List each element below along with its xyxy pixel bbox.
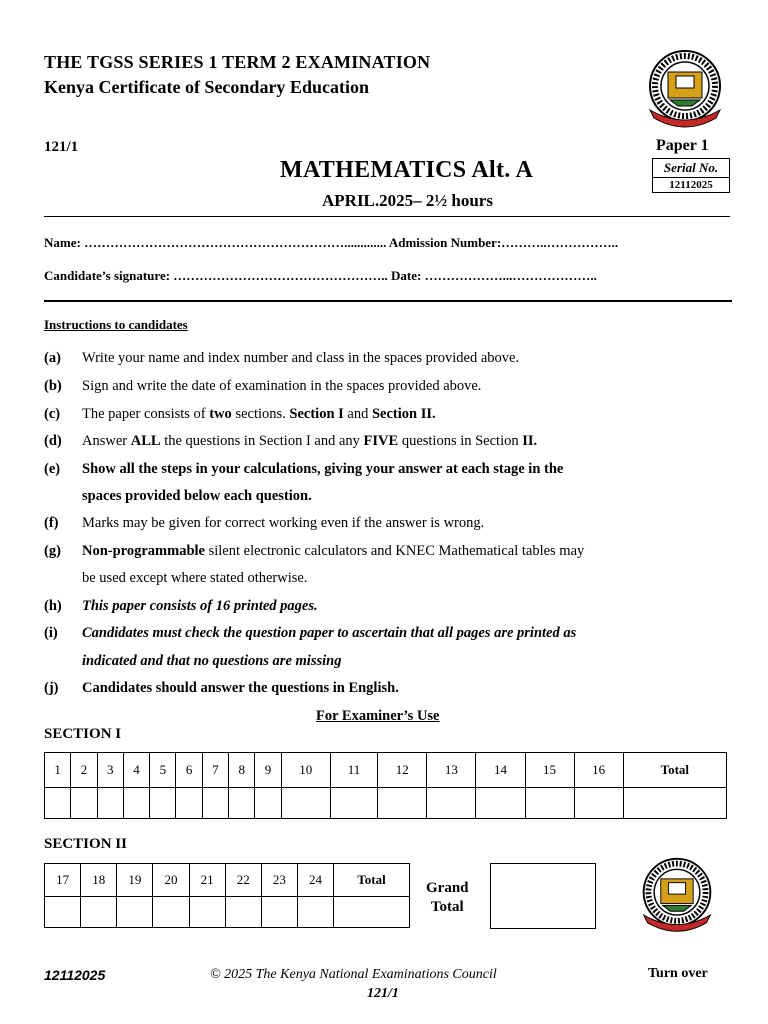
section-2-header-cell: 21 [189, 864, 225, 897]
instruction-text: Show all the steps in your calculations, giving your answer at each stage in the [82, 461, 564, 477]
instruction-key: (b) [44, 378, 62, 394]
section-1-header-cell: 10 [281, 753, 330, 788]
section-2-header-cell: 23 [261, 864, 297, 897]
exam-date-duration: APRIL.2025– 2½ hours [322, 191, 493, 210]
section-1-header-cell: 9 [255, 753, 281, 788]
instruction-h [44, 598, 318, 615]
instruction-bold: FIVE [363, 433, 399, 449]
examiner-use-heading: For Examiner’s Use [316, 708, 440, 724]
instruction-bold: two [209, 406, 232, 422]
instruction-key: (a) [44, 350, 61, 366]
instruction-g-cont: be used except where stated otherwise. [82, 570, 308, 586]
instruction-bold: Section II. [371, 406, 436, 422]
section-1-header-cell: 16 [574, 753, 623, 788]
instruction-bold: Section I [289, 406, 344, 422]
section-2-mark-cell[interactable] [189, 897, 225, 928]
instructions-heading: Instructions to candidates [44, 317, 188, 332]
section-1-mark-cell[interactable] [45, 788, 71, 819]
instruction-e [44, 461, 563, 478]
section-2-mark-cell[interactable] [153, 897, 189, 928]
instruction-bold: II. [522, 433, 538, 449]
knec-logo-top [640, 48, 730, 132]
name-admission-line: Name: ……………………………………………………............. Admission Number:………..…………….. [44, 235, 619, 250]
instruction-d [44, 433, 537, 450]
section-1-header-cell: 11 [330, 753, 377, 788]
instruction-bold: ALL [130, 433, 161, 449]
instruction-key: (c) [44, 406, 61, 422]
section-2-label: SECTION II [44, 836, 127, 852]
grand-total-line2: Total [430, 899, 464, 915]
instruction-b [44, 378, 481, 395]
instruction-text: questions in Section [398, 433, 523, 449]
instruction-text: the questions in Section I and any [160, 433, 364, 449]
certificate-title: Kenya Certificate of Secondary Education [44, 77, 369, 97]
instruction-key: (f) [44, 515, 59, 531]
section-1-header-cell: 3 [97, 753, 123, 788]
exam-series-title: THE TGSS SERIES 1 TERM 2 EXAMINATION [44, 52, 431, 72]
section-1-mark-cell[interactable] [71, 788, 97, 819]
instruction-i [44, 625, 576, 642]
instruction-bold: Non-programmable [82, 543, 205, 559]
section-1-header-cell: 14 [476, 753, 525, 788]
serial-label: Serial No. [653, 159, 729, 178]
section-2-header-cell: 17 [45, 864, 81, 897]
section-2-header-cell: Total [334, 864, 410, 897]
section-1-mark-cell[interactable] [330, 788, 377, 819]
section-1-mark-cell[interactable] [281, 788, 330, 819]
grand-total-box[interactable] [490, 863, 596, 929]
section-2-mark-cell[interactable] [261, 897, 297, 928]
paper-code: 121/1 [44, 139, 79, 155]
section-1-mark-cell[interactable] [623, 788, 726, 819]
instruction-j [44, 680, 399, 697]
section-1-mark-cell[interactable] [176, 788, 202, 819]
section-2-mark-cell[interactable] [45, 897, 81, 928]
section-2-header-cell: 24 [297, 864, 333, 897]
instruction-key: (h) [44, 598, 62, 614]
instruction-f [44, 515, 484, 532]
instruction-i-cont: indicated and that no questions are missing [82, 653, 342, 669]
section-1-mark-cell[interactable] [123, 788, 149, 819]
instruction-key: (i) [44, 625, 58, 641]
section-2-mark-cell[interactable] [297, 897, 333, 928]
instruction-key: (e) [44, 461, 61, 477]
footer-turn-over: Turn over [648, 966, 708, 981]
footer-code: 121/1 [367, 986, 399, 1001]
signature-date-line: Candidate’s signature: ………………………………………….. Date: ………………...……………….. [44, 268, 597, 283]
section-1-header-cell: 4 [123, 753, 149, 788]
section-1-mark-cell[interactable] [476, 788, 525, 819]
section-2-header-cell: 18 [81, 864, 117, 897]
instruction-key: (g) [44, 543, 61, 559]
section-2-mark-cell[interactable] [117, 897, 153, 928]
section-1-mark-cell[interactable] [202, 788, 228, 819]
instruction-key: (j) [44, 680, 59, 696]
section-2-mark-cell[interactable] [225, 897, 261, 928]
section-1-label: SECTION I [44, 726, 122, 742]
instruction-key: (d) [44, 433, 62, 449]
section-1-header-cell: 13 [427, 753, 476, 788]
instruction-text: Candidates should answer the questions in English. [82, 680, 399, 696]
section-2-header-cell: 19 [117, 864, 153, 897]
instruction-text: sections. [231, 406, 290, 422]
section-2-header-cell: 22 [225, 864, 261, 897]
subject-title: MATHEMATICS Alt. A [280, 157, 534, 183]
instruction-text: silent electronic calculators and KNEC Mathematical tables may [204, 543, 585, 559]
instruction-text: The paper consists of [82, 406, 210, 422]
section-1-mark-cell[interactable] [525, 788, 574, 819]
instruction-text: Write your name and index number and class in the spaces provided above. [82, 350, 520, 366]
section-1-header-cell: 15 [525, 753, 574, 788]
serial-value: 12112025 [669, 179, 713, 191]
section-1-mark-cell[interactable] [97, 788, 123, 819]
section-1-mark-cell[interactable] [427, 788, 476, 819]
section-1-header-cell: 1 [45, 753, 71, 788]
section-2-mark-cell[interactable] [81, 897, 117, 928]
instruction-text: and [343, 406, 372, 422]
instruction-text: Answer [82, 433, 131, 449]
instruction-text: Sign and write the date of examination in the spaces provided above. [82, 378, 482, 394]
footer-serial: 12112025 [44, 967, 106, 983]
knec-logo-bottom [632, 856, 722, 936]
section-1-mark-cell[interactable] [378, 788, 427, 819]
section-1-header-cell: 5 [150, 753, 176, 788]
footer-copyright: © 2025 The Kenya National Examinations Council [210, 967, 497, 982]
section-1-header-cell: Total [623, 753, 726, 788]
instruction-c [44, 406, 436, 423]
grand-total-line1: Grand [426, 880, 469, 896]
section-2-mark-cell[interactable] [334, 897, 410, 928]
instruction-a [44, 350, 519, 367]
section-1-mark-cell[interactable] [255, 788, 281, 819]
section-2-marks-table [44, 863, 410, 928]
section-1-header-cell: 12 [378, 753, 427, 788]
instruction-text: This paper consists of 16 printed pages. [82, 598, 318, 614]
section-1-mark-cell[interactable] [229, 788, 255, 819]
section-1-header-cell: 7 [202, 753, 228, 788]
section-1-header-cell: 2 [71, 753, 97, 788]
paper-number: Paper 1 [656, 137, 709, 154]
serial-number-box [652, 158, 730, 193]
section-1-marks-table [44, 752, 727, 819]
instruction-g [44, 543, 584, 560]
section-1-mark-cell[interactable] [574, 788, 623, 819]
divider-top [44, 216, 730, 217]
instruction-e-cont: spaces provided below each question. [82, 488, 312, 504]
section-1-header-cell: 8 [229, 753, 255, 788]
divider-form [44, 300, 732, 302]
section-1-mark-cell[interactable] [150, 788, 176, 819]
section-2-header-cell: 20 [153, 864, 189, 897]
instruction-text: Marks may be given for correct working even if the answer is wrong. [82, 515, 485, 531]
section-1-header-cell: 6 [176, 753, 202, 788]
grand-total-label [426, 879, 469, 917]
instruction-text: Candidates must check the question paper to ascertain that all pages are printed as [82, 625, 577, 641]
